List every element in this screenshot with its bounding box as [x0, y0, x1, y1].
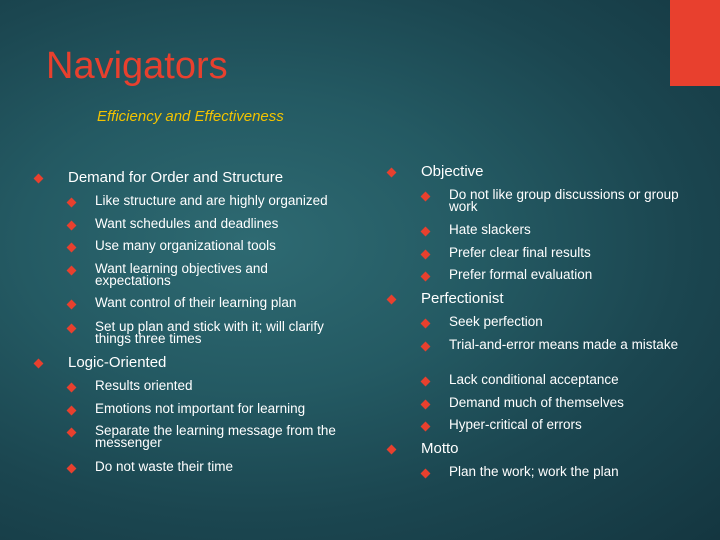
list-item [67, 380, 357, 393]
diamond-bullet-icon [421, 227, 431, 237]
list-item [421, 316, 701, 329]
list-item-label: Prefer clear final results [449, 245, 591, 260]
diamond-bullet-icon [387, 168, 397, 178]
list-item [421, 466, 701, 479]
list-item [421, 269, 701, 282]
diamond-bullet-icon [421, 400, 431, 410]
heading-motto [387, 440, 707, 457]
heading-order [34, 169, 364, 186]
list-item-label: Set up plan and stick with it; will clarify things three times [95, 319, 324, 346]
list-item-label: Want control of their learning plan [95, 295, 297, 310]
diamond-bullet-icon [67, 266, 77, 276]
list-item-label: Seek perfection [449, 314, 543, 329]
list-item-label: Want learning objectives and expectations [95, 261, 268, 288]
list-item-label: Plan the work; work the plan [449, 464, 619, 479]
list-item-label: Lack conditional acceptance [449, 372, 619, 387]
slide-subtitle: Efficiency and Effectiveness [97, 108, 284, 125]
list-item [421, 247, 701, 260]
list-item-label: Do not waste their time [95, 459, 234, 474]
list-item-label: Do not like group discussions or group work [449, 187, 679, 214]
list-item-label: Want schedules and deadlines [95, 216, 279, 231]
list-item-label: Results oriented [95, 378, 193, 393]
accent-bar [670, 0, 720, 86]
list-item [421, 224, 701, 237]
list-item-label: Trial-and-error means made a mistake [449, 337, 679, 352]
heading-label: Motto [421, 440, 459, 457]
diamond-bullet-icon [421, 469, 431, 479]
diamond-bullet-icon [34, 174, 44, 184]
list-item-label: Hyper-critical of errors [449, 417, 582, 432]
diamond-bullet-icon [421, 192, 431, 202]
heading-label: Perfectionist [421, 290, 504, 307]
list-item [421, 189, 701, 213]
diamond-bullet-icon [67, 406, 77, 416]
list-item-label: Like structure and are highly organized [95, 193, 328, 208]
heading-perfectionist [387, 290, 707, 307]
heading-label: Objective [421, 163, 484, 180]
list-item [421, 374, 701, 387]
list-item [67, 263, 297, 287]
list-item [67, 240, 357, 253]
diamond-bullet-icon [67, 428, 77, 438]
heading-label: Logic-Oriented [68, 354, 167, 371]
diamond-bullet-icon [421, 272, 431, 282]
slide-title: Navigators [46, 45, 228, 87]
list-item-label: Separate the learning message from the messenger [95, 423, 336, 450]
diamond-bullet-icon [421, 319, 431, 329]
list-item [67, 321, 357, 345]
diamond-bullet-icon [67, 464, 77, 474]
diamond-bullet-icon [387, 295, 397, 305]
heading-objective [387, 163, 707, 180]
list-item [67, 297, 357, 310]
list-item-label: Demand much of themselves [449, 395, 624, 410]
diamond-bullet-icon [387, 445, 397, 455]
list-item [421, 339, 701, 352]
list-item [67, 403, 357, 416]
diamond-bullet-icon [34, 359, 44, 369]
list-item-label: Use many organizational tools [95, 238, 276, 253]
list-item-label: Emotions not important for learning [95, 401, 306, 416]
heading-logic [34, 354, 364, 371]
diamond-bullet-icon [421, 342, 431, 352]
diamond-bullet-icon [67, 198, 77, 208]
diamond-bullet-icon [67, 324, 77, 334]
list-item-label: Hate slackers [449, 222, 531, 237]
diamond-bullet-icon [67, 221, 77, 231]
list-item [67, 218, 357, 231]
heading-label: Demand for Order and Structure [68, 169, 284, 186]
list-item [421, 419, 701, 432]
list-item [67, 425, 357, 449]
diamond-bullet-icon [421, 250, 431, 260]
diamond-bullet-icon [67, 383, 77, 393]
diamond-bullet-icon [67, 300, 77, 310]
list-item [67, 461, 357, 474]
list-item-label: Prefer formal evaluation [449, 267, 593, 282]
list-item [67, 195, 357, 208]
list-item [421, 397, 701, 410]
diamond-bullet-icon [67, 243, 77, 253]
diamond-bullet-icon [421, 422, 431, 432]
diamond-bullet-icon [421, 377, 431, 387]
